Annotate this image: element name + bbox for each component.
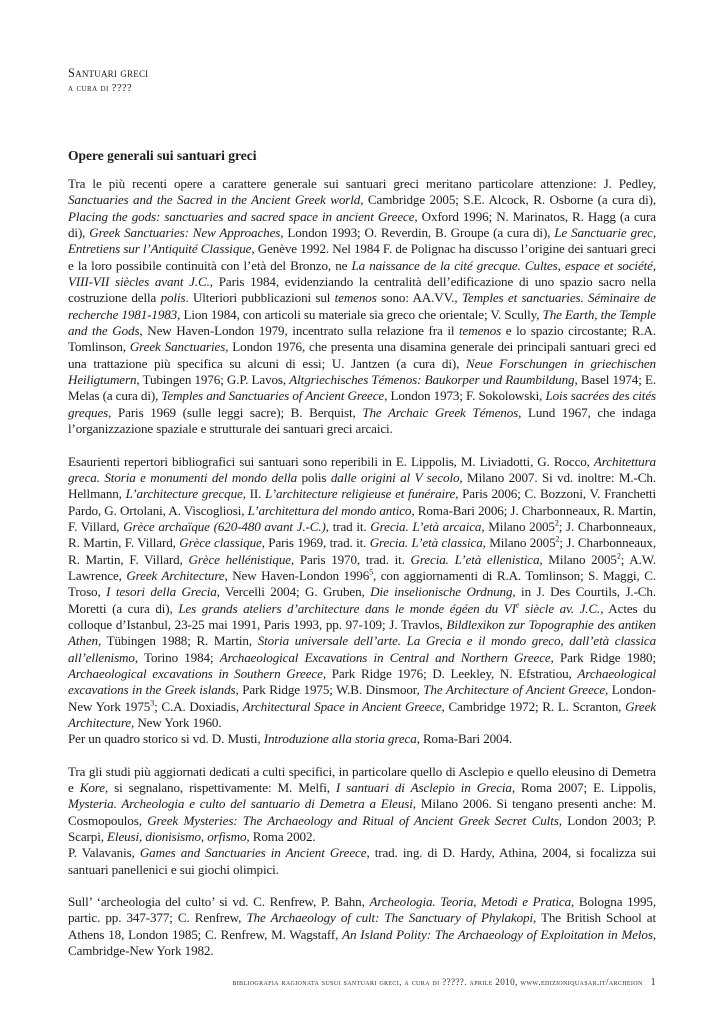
italic-title: Neue Forschungen in griechischen Heiligtumern	[68, 355, 656, 388]
italic-title: Greek Architecture	[126, 567, 225, 583]
text-run: , London 1976, che presenta una disamina generale dei principali santuari greci ed una trattazione più specifica su alcuni di essi; U. Jantzen (a cura di),	[68, 339, 656, 371]
italic-title: temenos	[459, 323, 502, 339]
italic-title: Grèce classique	[179, 535, 262, 551]
text-run: , The British School at Athens 18, London 1985; C. Renfrew, M. Wagstaff,	[68, 910, 657, 942]
text-run: , Cambridge 2005; S.E. Alcock, R. Osborne (a cura di),	[360, 192, 656, 208]
italic-title: Temples and Sanctuaries of Ancient Greece	[161, 388, 385, 404]
italic-title: Grèce hellénistique	[188, 551, 291, 567]
italic-title: Grecia. L’età classica	[369, 535, 483, 551]
paragraph-general-works	[68, 176, 656, 438]
text-run: , Genève 1992. Nel 1984 F. de Polignac ha discusso l’origine dei santuari greci e la loro possibile continuità con l’età del Bronzo, ne	[68, 241, 656, 273]
italic-title: L’architettura del mondo antico	[247, 502, 412, 518]
text-run: , Vercelli 2004; G. Gruben,	[216, 584, 371, 600]
text-run: Per un quadro storico si vd. D. Musti,	[68, 731, 264, 747]
italic-title: Temples et sanctuaries. Séminaire de recherche 1981-1983	[68, 290, 656, 322]
text-run: , Roma 2007; E. Lippolis,	[511, 780, 656, 796]
text-run: , Bologna 1995, partic. pp. 347-377; C. Renfrew,	[68, 894, 656, 926]
italic-title: I tesori della Grecia	[106, 584, 217, 600]
italic-title: Archaeological Excavations in Central and Northern Greece	[219, 649, 551, 665]
text-run: , Park Ridge 1975; W.B. Dinsmoor,	[235, 682, 424, 698]
text-run: , Milano 2005	[539, 551, 617, 567]
italic-title: Grecia. L’età arcaica	[370, 518, 482, 534]
text-run: , Cambridge-New York 1982.	[68, 926, 656, 959]
italic-title: The Architecture of Ancient Greece	[423, 682, 606, 698]
text-run: e lo spazio circostante; R.A. Tomlinson,	[68, 323, 656, 355]
section-heading: Opere generali sui santuari greci	[68, 148, 257, 163]
italic-title: Le Sanctuarie grec, Entretiens sur l’Antiquité Classique	[68, 225, 656, 257]
italic-title: La naissance de la cité grecque. Cultes, espace et société, VIII-VII siècles avant J.C.	[68, 257, 657, 290]
text-run: , in J. Des Courtils, J.-Ch. Moretti (a cura di),	[68, 584, 657, 616]
text-run: , Roma-Bari 2006; J. Charbonneaux, R. Martin, F. Villard,	[68, 502, 656, 534]
italic-title: Architectural Space in Ancient Greece	[242, 698, 442, 714]
text-run: , Oxford 1996; N. Marinatos, R. Hagg (a cura di),	[68, 208, 656, 241]
italic-title: Introduzione alla storia greca	[263, 731, 417, 747]
page-footer	[176, 977, 656, 988]
superscript: 2	[554, 518, 559, 528]
paragraph-archaeology-of-cult	[68, 894, 656, 959]
text-run: , Paris 1969 (sulle leggi sacre); B. Berquist,	[108, 404, 363, 420]
text-run: Tra gli studi più aggiornati dedicati a culti specifici, in particolare quello di Asclepio e quello eleusino di Demetra e	[68, 763, 656, 796]
italic-title: Die inselionische Ordnung	[370, 584, 513, 600]
text-run: Sull’ ‘archeologia del culto’ si vd. C. Renfrew, P. Bahn,	[68, 894, 370, 910]
text-run: , Paris 1969, trad. it.	[261, 535, 370, 551]
text-run: , Paris 2006; C. Bozzoni, V. Franchetti Pardo, G. Ortolani, A. Viscogliosi,	[68, 486, 656, 518]
footer-text: bibliografia ragionata susui santuari greci, a cura di ?????. aprile 2010, www.edizioniquasar.it/archeion	[232, 977, 643, 987]
text-run: ; C.A. Doxiadis,	[154, 698, 243, 714]
italic-title: An Island Polity: The Archaeology of Exploitation in Melos	[342, 926, 653, 942]
text-run: , Tübingen 1988; R. Martin,	[97, 633, 258, 649]
running-head-title: Santuari greci	[68, 66, 149, 80]
text-run: , Tubingen 1976; G.P. Lavos,	[136, 372, 290, 388]
text-run: ; J. Charbonneaux, R. Martin, F. Villard,	[68, 518, 656, 551]
superscript: 3	[150, 698, 155, 708]
text-run: , Paris 1970, trad. it.	[290, 551, 411, 567]
text-run: polis	[301, 469, 327, 485]
text-run: ; A.W. Lawrence,	[68, 551, 656, 583]
italic-title: Grèce archaïque (620-480 avant J.-C.)	[123, 518, 326, 534]
italic-title: Greek Sanctuaries	[129, 339, 226, 355]
italic-title: Archeologia. Teoria, Metodi e Pratica	[369, 894, 572, 910]
italic-title: siècle av. J.C.	[519, 600, 601, 616]
italic-title: Greek Mysteries: The Archaeology and Ritual of Ancient Greek Secret Cults	[147, 812, 559, 828]
italic-title: Altgriechisches Témenos: Baukorper und Raumbildung	[289, 372, 575, 388]
italic-title: The Earth, the Temple and the Gods	[68, 306, 656, 339]
italic-title: Greek Architecture	[68, 698, 657, 730]
text-run: , II.	[242, 486, 266, 502]
italic-title: Greek Sanctuaries: New Approaches	[89, 225, 281, 241]
page-number: 1	[650, 977, 656, 988]
text-run: , New Haven-London 1996	[224, 567, 370, 583]
text-run: , Paris 1984, evidenziando la centralità dell’edificazione di uno spazio sacro nella costruzione della	[68, 274, 656, 306]
italic-title: dalle origini al V secolo	[326, 469, 460, 485]
running-head-subtitle: a cura di ????	[68, 83, 133, 94]
italic-title: polis	[160, 290, 186, 306]
text-run: , New York 1960.	[131, 715, 222, 730]
italic-title: Games and Sanctuaries in Ancient Greece	[139, 845, 367, 861]
text-run: , London 1973; F. Sokolowski,	[384, 388, 546, 404]
text-run: , si segnalano, rispettivamente: M. Melfi,	[104, 780, 336, 796]
italic-title: The Archaic Greek Témenos	[362, 404, 519, 420]
italic-title: Storia universale dell’arte. La Grecia e il mondo greco, dall’età classica all’ellenismo	[68, 633, 656, 665]
text-run: Esaurienti repertori bibliografici sui santuari sono reperibili in E. Lippolis, M. Liviadotti, G. Rocco,	[68, 453, 594, 469]
paragraph-specific-cults	[68, 764, 656, 878]
italic-title: Kore	[79, 780, 105, 796]
text-run: , New Haven-London 1979, incentrato sulla relazione fra il	[139, 323, 460, 339]
text-run: , Torino 1984;	[134, 649, 220, 665]
superscript: 5	[369, 567, 374, 577]
text-run: , Milano 2007. Si vd. inoltre: M.-Ch. Hellmann,	[68, 469, 656, 502]
text-run: , Cambridge 1972; R. L. Scranton,	[441, 698, 626, 714]
superscript: 2	[616, 551, 621, 561]
italic-title: Eleusi, dionisismo, orfismo	[107, 829, 247, 845]
italic-title: temenos	[334, 290, 377, 306]
italic-title: Archaeological excavations in the Greek islands	[68, 665, 657, 698]
italic-title: Archaeological excavations in Southern Greece	[68, 665, 323, 681]
italic-title: L’architecture religieuse et funéraire	[265, 486, 456, 502]
italic-title: L’architecture grecque	[125, 486, 243, 502]
text-run: . Ulteriori pubblicazioni sul	[185, 290, 335, 306]
text-run: , Milano 2006. Si tengano presenti anche: M. Cosmopoulos,	[68, 796, 656, 828]
text-run: , Roma-Bari 2004.	[416, 731, 513, 747]
text-run: ; J. Charbonneaux, R. Martin, F. Villard,	[68, 535, 656, 567]
text-run: P. Valavanis,	[68, 845, 140, 861]
running-head	[68, 65, 148, 97]
italic-title: Placing the gods: sanctuaries and sacred space in ancient Greece	[68, 208, 415, 224]
document-page	[68, 0, 656, 1024]
text-run: , London 1993; O. Reverdin, B. Groupe (a cura di),	[280, 225, 555, 241]
text-run: , Milano 2005	[482, 535, 556, 551]
document-body	[68, 176, 656, 975]
text-run: , Roma 2002.	[246, 829, 316, 845]
text-run: , Basel 1974; E. Melas (a cura di),	[68, 372, 656, 404]
italic-title: Grecia. L’età ellenistica	[410, 551, 540, 567]
text-run: , Lion 1984, con articoli su materiale sia greco che orientale; V. Scully,	[177, 306, 543, 322]
text-run: sono: AA.VV.,	[376, 290, 462, 306]
italic-title: Mysteria. Archeologia e culto del santuario di Demetra a Eleusi	[68, 796, 413, 812]
text-run: , London 2003; P. Scarpi,	[68, 812, 657, 845]
text-run: Tra le più recenti opere a carattere generale sui santuari greci meritano particolare attenzione: J. Pedley,	[68, 176, 656, 191]
text-run: , London-New York 1975	[68, 682, 657, 714]
italic-title: Les grands ateliers d’architecture dans le monde égéen du VI	[178, 600, 516, 616]
text-run: , con aggiornamenti di R.A. Tomlinson; S. Maggi, C. Troso,	[68, 567, 656, 600]
paragraph-bibliographic-repertories	[68, 454, 656, 748]
italic-title: Sanctuaries and the Sacred in the Ancient Greek world	[68, 192, 361, 208]
text-run: , trad. ing. di D. Hardy, Athina, 2004, si focalizza sui santuari panellenici e sui giochi olimpici.	[68, 845, 656, 877]
text-run: , Milano 2005	[481, 518, 555, 534]
text-run: , Actes du colloque d’Istanbul, 23-25 mai 1991, Paris 1993, pp. 97-109; J. Travlos,	[68, 600, 657, 632]
superscript: e	[515, 600, 520, 610]
text-run: , Lund 1967, che indaga l’organizzazione spaziale e strutturale dei santuari greci arcaici.	[68, 404, 657, 437]
italic-title: The Archaeology of cult: The Sanctuary of Phylakopi	[246, 910, 533, 926]
text-run: , Park Ridge 1980;	[550, 649, 656, 665]
text-run: , Park Ridge 1976; D. Leekley, N. Efstratiou,	[322, 665, 578, 681]
italic-title: Lois sacrées des cités greques	[68, 388, 656, 420]
italic-title: Bildlexikon zur Topographie des antiken Athen	[68, 616, 656, 649]
text-run: , trad it.	[325, 518, 371, 534]
italic-title: Architettura greca. Storia e monumenti del mondo della	[68, 453, 656, 485]
italic-title: I santuari di Asclepio in Grecia	[335, 780, 512, 796]
superscript: 2	[555, 534, 560, 544]
